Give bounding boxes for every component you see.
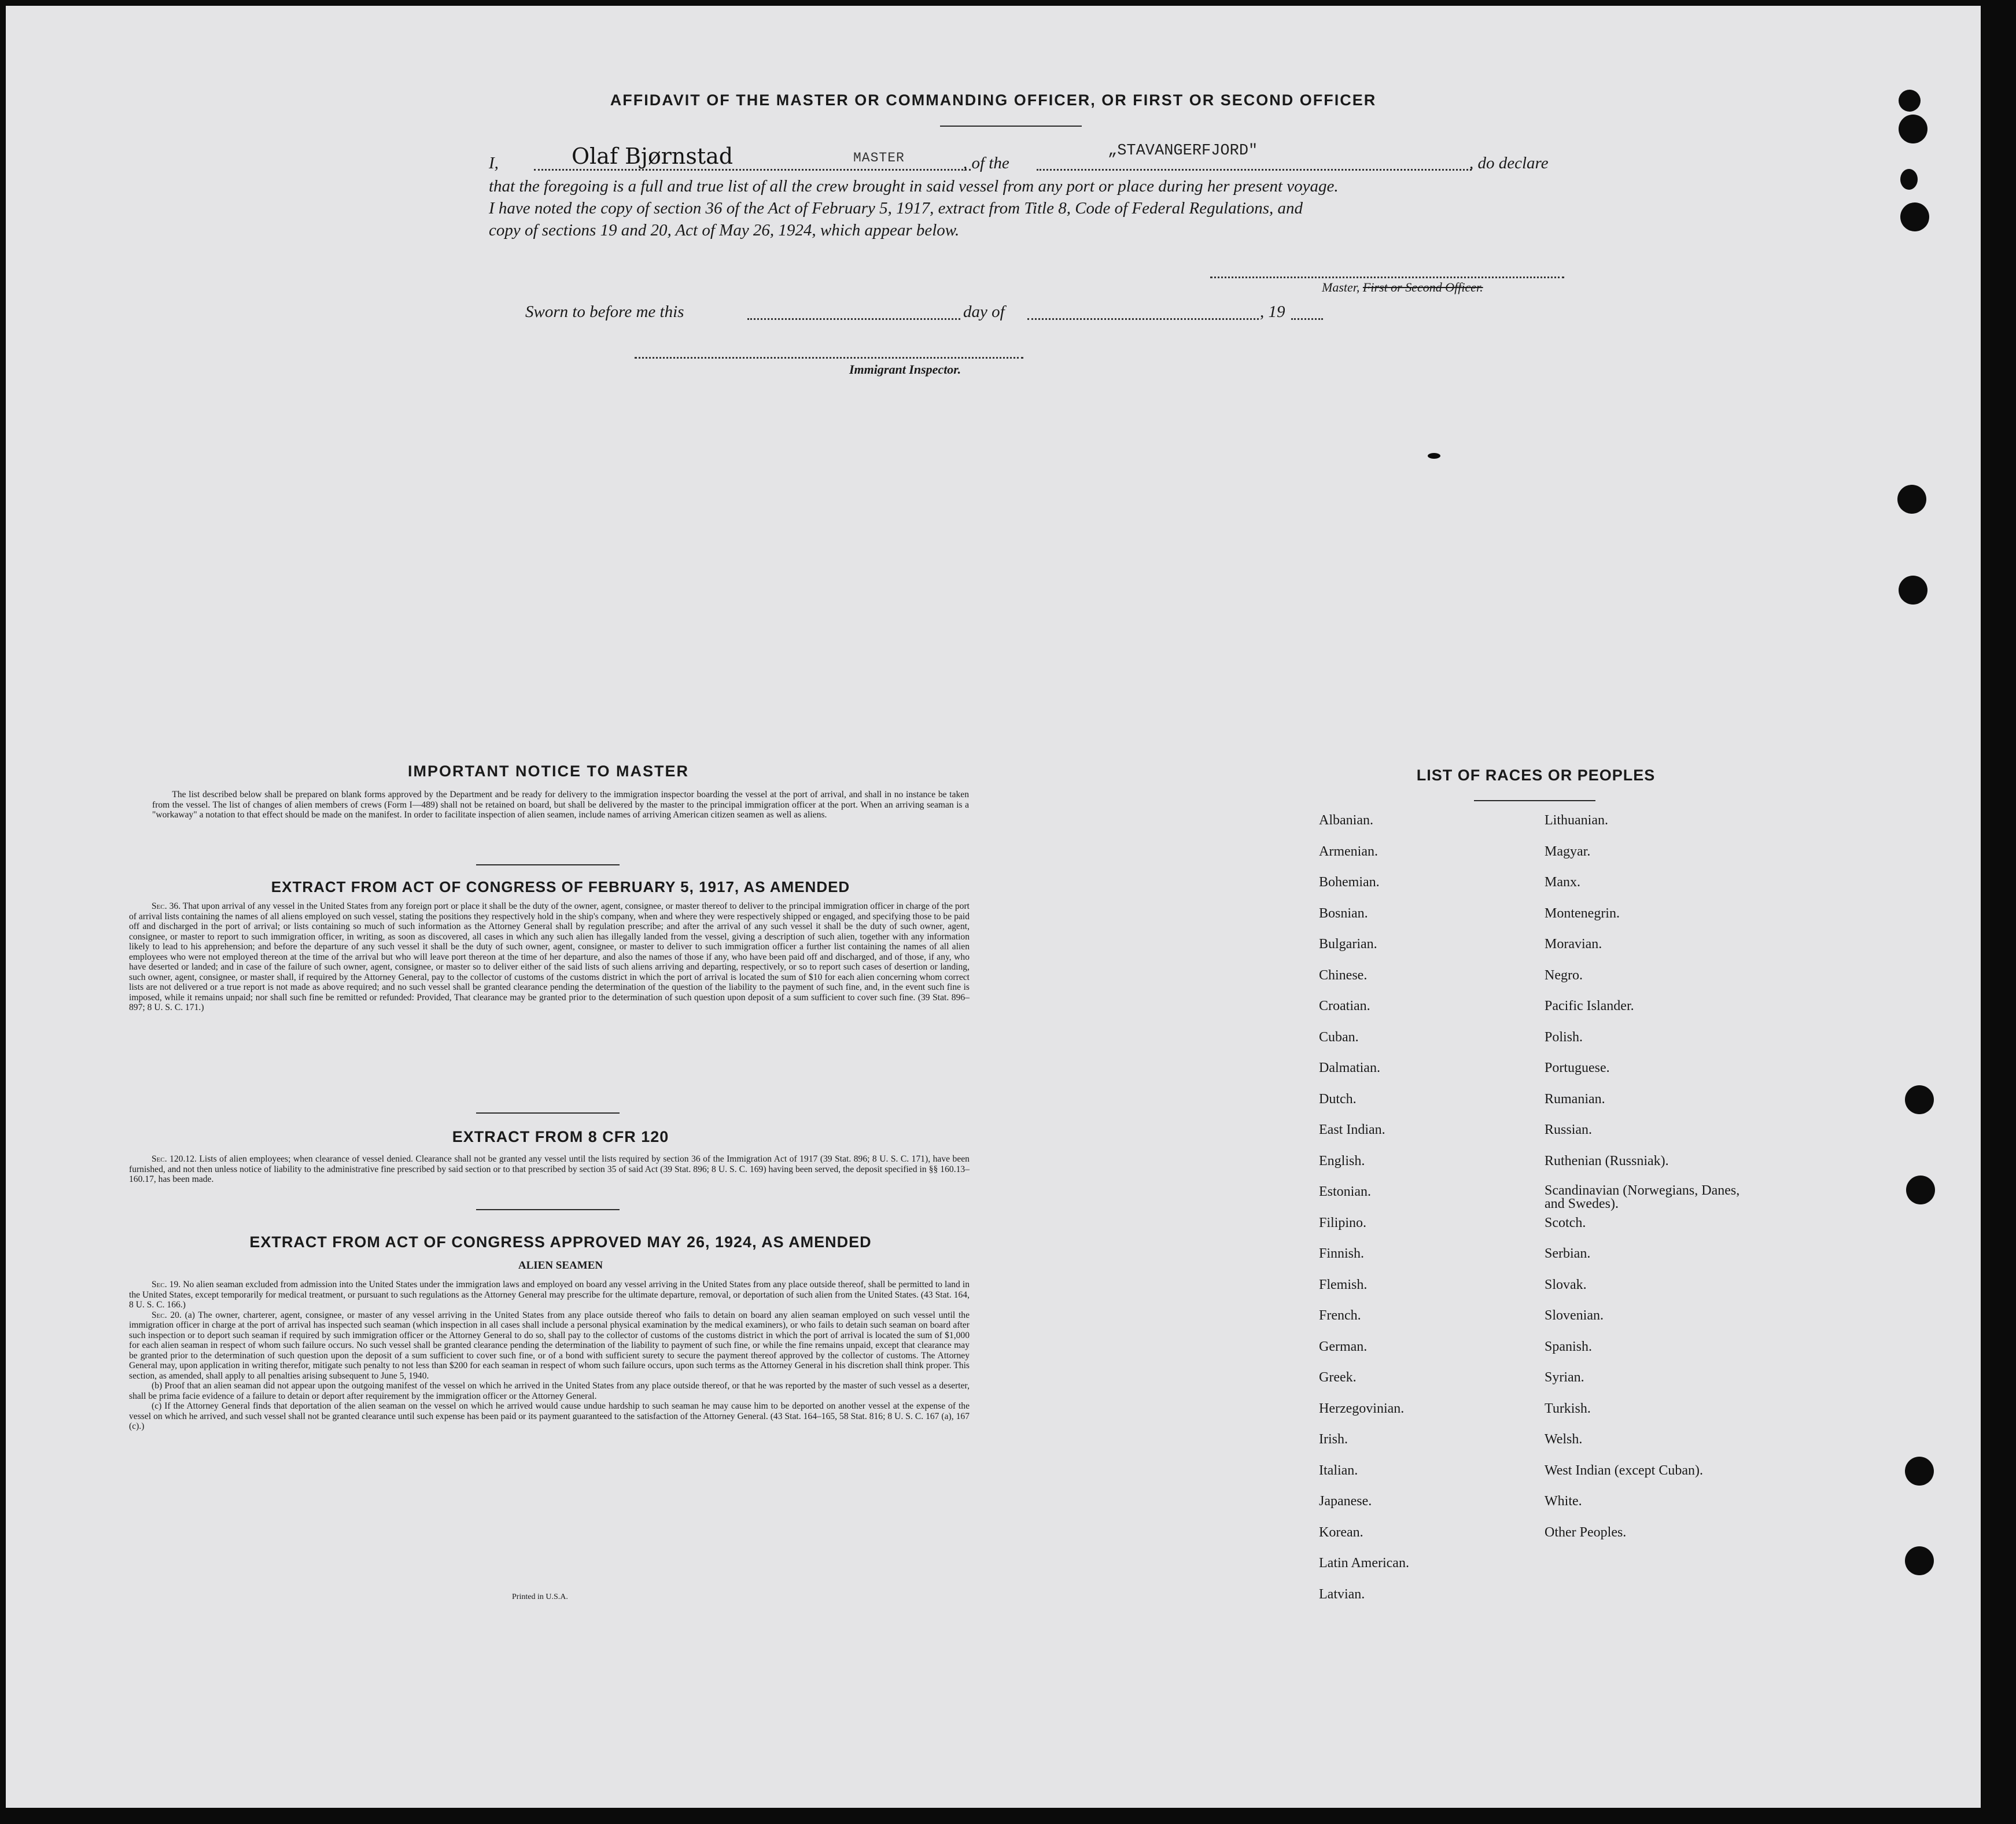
race-item: Albanian. [1319,813,1373,828]
sec-19 [129,1280,970,1310]
race-item: Flemish. [1319,1277,1368,1292]
punch-hole [1900,169,1918,190]
extract-1924-title: EXTRACT FROM ACT OF CONGRESS APPROVED MAY 26, 1924, AS AMENDED [249,1233,872,1251]
race-item: English. [1319,1153,1365,1169]
race-item: Croatian. [1319,998,1370,1014]
extract-1917-title: EXTRACT FROM ACT OF CONGRESS OF FEBRUARY 5, 1917, AS AMENDED [271,878,850,896]
sec-19-label: Sec. 19. [152,1280,181,1289]
master-signature-line [1210,277,1564,278]
punch-hole [1905,1457,1934,1486]
vessel-name: „STAVANGERFJORD" [1108,142,1258,160]
stamped-title: MASTER [853,150,905,165]
race-item: Japanese. [1319,1494,1372,1509]
punch-hole [1900,202,1929,231]
race-item: Bohemian. [1319,875,1380,890]
declare-label: , do declare [1469,154,1549,172]
extract-cfr-text [129,1154,970,1185]
punch-hole [1897,485,1926,514]
race-item: Russian. [1545,1122,1593,1137]
sec-20a-text: (a) The owner, charterer, agent, consignee, or master of any vessel arriving in the United States from any place outside thereof who fails to detain on board any alien seaman employed on such vessel until the immigration officer in charge at the port of arrival has inspected such seaman (which inspection in all cases shall include a personal physical examination by the medical examiners), or who fails to detain such seaman on board after such inspection or to deport such seaman if required by such immigration officer or the Attorney General to do so, shall pay to the collector of customs of the customs district in which the port of arrival is located the sum of $1,000 for each alien seaman in respect of whom such failure occurs. No such vessel shall be granted clearance pending the determination of the liability to payment of such fine, or while the fine remains unpaid, except that clearance may be granted prior to the determination of such question upon the deposit of a sum sufficient to cover such fine, or of a bond with sufficient surety to secure the payment thereof approved by the collector of customs. The Attorney General may, upon application in writing therefor, mitigate such penalty to not less than $200 for each seaman in respect of whom such failure occurs, upon such terms as the Attorney General in his discretion shall think proper. This section, as amended, shall apply to all penalties arising subsequent to June 5, 1940. [129,1310,970,1381]
ink-mark [1428,453,1440,459]
race-item: Korean. [1319,1524,1363,1540]
race-item: East Indian. [1319,1122,1385,1137]
race-item: Rumanian. [1545,1091,1605,1107]
sec-120-12-text: Lists of alien employees; when clearance of vessel denied. Clearance shall not be granted any vessel until the lists required by section 36 of the Immigration Act of 1917 (39 Stat. 896; 8 U. S. C. 171), have been furnished, and not then unless notice of liability to the administrative fine prescribed by said section or to that prescribed by section 35 of said Act (39 Stat. 896; 8 U. S. C. 169) having been served, the deposit specified in §§ 160.13–160.17, has been made. [129,1154,970,1184]
race-item: Ruthenian (Russniak). [1545,1153,1669,1169]
race-item: Negro. [1545,967,1583,983]
race-item: Bosnian. [1319,905,1368,921]
race-item: Slovenian. [1545,1308,1604,1323]
races-title: LIST OF RACES OR PEOPLES [1416,767,1656,784]
sec-20a [129,1310,970,1381]
of-the-label: , of the [963,154,1009,172]
race-item: Cuban. [1319,1029,1359,1045]
race-item: Dalmatian. [1319,1060,1380,1075]
race-item: Bulgarian. [1319,937,1377,952]
year-label: , 19 [1260,303,1285,321]
race-item: Portuguese. [1545,1060,1610,1075]
extract-1917-text [129,901,970,1013]
vessel-field-line [1037,169,1472,171]
extract-1924-text [129,1280,970,1432]
sworn-day-line [747,318,960,320]
title-divider [940,126,1082,127]
punch-hole [1899,576,1927,605]
signature-label-master: Master, [1322,280,1360,294]
sec-20-label: Sec. 20. [152,1310,182,1320]
form-page [6,6,1981,1808]
affidavit-title: AFFIDAVIT OF THE MASTER OR COMMANDING OFFICER, OR FIRST OR SECOND OFFICER [610,91,1377,109]
race-item: Italian. [1319,1462,1358,1478]
race-item: Finnish. [1319,1246,1365,1261]
race-item: Spanish. [1545,1339,1593,1354]
section-divider [476,864,620,865]
day-of-label: day of [963,303,1005,321]
inspector-signature-line [635,357,1023,359]
punch-hole [1906,1176,1935,1204]
race-item: Estonian. [1319,1184,1371,1199]
handwritten-name: Olaf Bjørnstad [572,143,734,169]
affidavit-line4: copy of sections 19 and 20, Act of May 26, 1924, which appear below. [489,221,960,239]
race-item: Magyar. [1545,843,1591,859]
race-item: White. [1545,1494,1582,1509]
affidavit-line3: I have noted the copy of section 36 of the Act of February 5, 1917, extract from Title 8, Code of Federal Regulations, and [489,199,1303,218]
race-item: Pacific Islander. [1545,998,1634,1014]
race-item: Montenegrin. [1545,905,1620,921]
printed-in-usa: Printed in U.S.A. [512,1593,568,1601]
affidavit-line2: that the foregoing is a full and true list of all the crew brought in said vessel from any port or place during her present voyage. [489,177,1339,196]
punch-hole [1899,115,1927,143]
race-item: Herzegovinian. [1319,1401,1405,1416]
signature-label-struck: First or Second Officer. [1362,280,1483,294]
year-line [1291,318,1323,320]
race-item: Turkish. [1545,1401,1591,1416]
affidavit-line1-prefix: I, [489,154,499,172]
races-column-1 [1319,813,1409,1617]
race-item: Moravian. [1545,937,1602,952]
inspector-label: Immigrant Inspector. [849,362,961,377]
races-column-2 [1545,813,1753,1556]
section-divider [476,1112,620,1114]
race-item: French. [1319,1308,1361,1323]
race-item: Latvian. [1319,1586,1365,1602]
race-item: Armenian. [1319,843,1378,859]
signature-label [1322,280,1483,295]
race-item: Serbian. [1545,1246,1591,1261]
notice-title: IMPORTANT NOTICE TO MASTER [408,762,689,780]
race-item: Slovak. [1545,1277,1587,1292]
punch-hole [1905,1085,1934,1114]
race-item: Welsh. [1545,1432,1583,1447]
race-item: Scotch. [1545,1215,1586,1230]
sec-20c: (c) If the Attorney General finds that deportation of the alien seaman on the vessel on which he arrived would cause undue hardship to such seaman he may cause him to be deported on another vessel at the expense of the vessel on which he arrived, and such vessel shall not be granted clearance until such expense has been paid or its payment guaranteed to the satisfaction of the Attorney General. (43 Stat. 164–165, 58 Stat. 816; 8 U. S. C. 167 (a), 167 (c).) [129,1401,970,1431]
race-item: Syrian. [1545,1370,1584,1385]
notice-text: The list described below shall be prepared on blank forms approved by the Department and be ready for delivery to the immigration inspector boarding the vessel at the port of arrival, and shall in no instance be taken from the vessel. The list of changes of alien members of crews (Form I—489) shall not be retained on board, but shall be delivered by the master to the principal immigration officer at the port. When an arriving seaman is a "workaway" a notation to that effect should be made on the manifest. In order to facilitate inspection of alien seamen, include names of arriving American citizen seamen as well as aliens. [152,790,969,820]
race-item: German. [1319,1339,1368,1354]
sec-20b: (b) Proof that an alien seaman did not appear upon the outgoing manifest of the vessel on which he arrived in the United States from any place outside thereof, or that he was reported by the master of such vessel as a deserter, shall be prima facie evidence of a failure to detain or deport after requirement by the immigration officer or the Attorney General. [129,1381,970,1401]
race-item: Filipino. [1319,1215,1367,1230]
extract-cfr-title: EXTRACT FROM 8 CFR 120 [452,1128,669,1145]
sworn-label: Sworn to before me this [525,303,684,321]
sec-36-label: Sec. 36. [152,901,181,911]
punch-hole [1905,1546,1934,1575]
name-field-line [534,169,971,171]
alien-seamen-subtitle: ALIEN SEAMEN [518,1259,603,1272]
race-item: Scandinavian (Norwegians, Danes, and Swedes). [1545,1183,1740,1211]
race-item: Manx. [1545,875,1580,890]
races-divider [1474,800,1595,801]
race-item: Latin American. [1319,1556,1409,1571]
race-item: Irish. [1319,1432,1348,1447]
sec-36-text: That upon arrival of any vessel in the United States from any foreign port or place it shall be the duty of the owner, agent, consignee, or master thereof to deliver to the principal immigration officer in charge of the port of arrival lists containing the names of all aliens employed on such vessel, stating the positions they respectively hold in the ship's company, when and where they were respectively shipped or engaged, and specifying those to be paid off and discharged in the port of arrival; or lists containing so much of such information as the Attorney General shall by regulation prescribe; and after the arrival of any such vessel it shall be the duty of such owner, agent, consignee, or master to report to such immigration officer, in writing, as soon as discovered, all cases in which any such alien has illegally landed from the vessel, giving a description of such alien, together with any information likely to lead to his apprehension; and before the departure of any such vessel it shall be the duty of such owner, agent, consignee, or master to deliver to such immigration officer a further list containing the names of all alien employees who were not employed thereon at the time of the arrival but who will leave port thereon at the time of her departure, and also the names of those if any, who have been paid off and discharged, and of those, if any, who have deserted or landed; and in case of the failure of such owner, agent, consignee, or master so to deliver either of the said lists of such aliens arriving and departing, respectively, or so to report such cases of desertion or landing, such owner, agent, consignee, or master shall, if required by the Attorney General, pay to the collector of customs of the customs district in which the port of arrival is located the sum of $10 for each alien concerning whom correct lists are not delivered or a true report is not made as above required; and no such vessel shall be granted clearance pending the determination of the question of the liability to the payment of such fine, and, in the event such fine is imposed, while it remains unpaid; nor shall such fine be remitted or refunded: Provided, That clearance may be granted prior to the determination of such question upon deposit of a sum sufficient to cover such fine. (39 Stat. 896–897; 8 U. S. C. 171.) [129,901,970,1012]
race-item: West Indian (except Cuban). [1545,1462,1703,1478]
race-item: Lithuanian. [1545,813,1608,828]
sworn-month-line [1027,318,1259,320]
race-item: Other Peoples. [1545,1524,1627,1540]
race-item: Chinese. [1319,967,1368,983]
section-divider [476,1209,620,1210]
race-item: Greek. [1319,1370,1357,1385]
sec-120-12-label: Sec. 120.12. [152,1154,197,1164]
race-item: Polish. [1545,1029,1583,1045]
sec-19-text: No alien seaman excluded from admission into the United States under the immigration laws and employed on board any vessel arriving in the United States from any place outside thereof, shall be permitted to land in the United States, except temporarily for medical treatment, or pursuant to such regulations as the Attorney General may prescribe for the ultimate departure, removal, or deportation of such alien from the United States. (43 Stat. 164, 8 U. S. C. 166.) [129,1280,970,1310]
race-item: Dutch. [1319,1091,1357,1107]
